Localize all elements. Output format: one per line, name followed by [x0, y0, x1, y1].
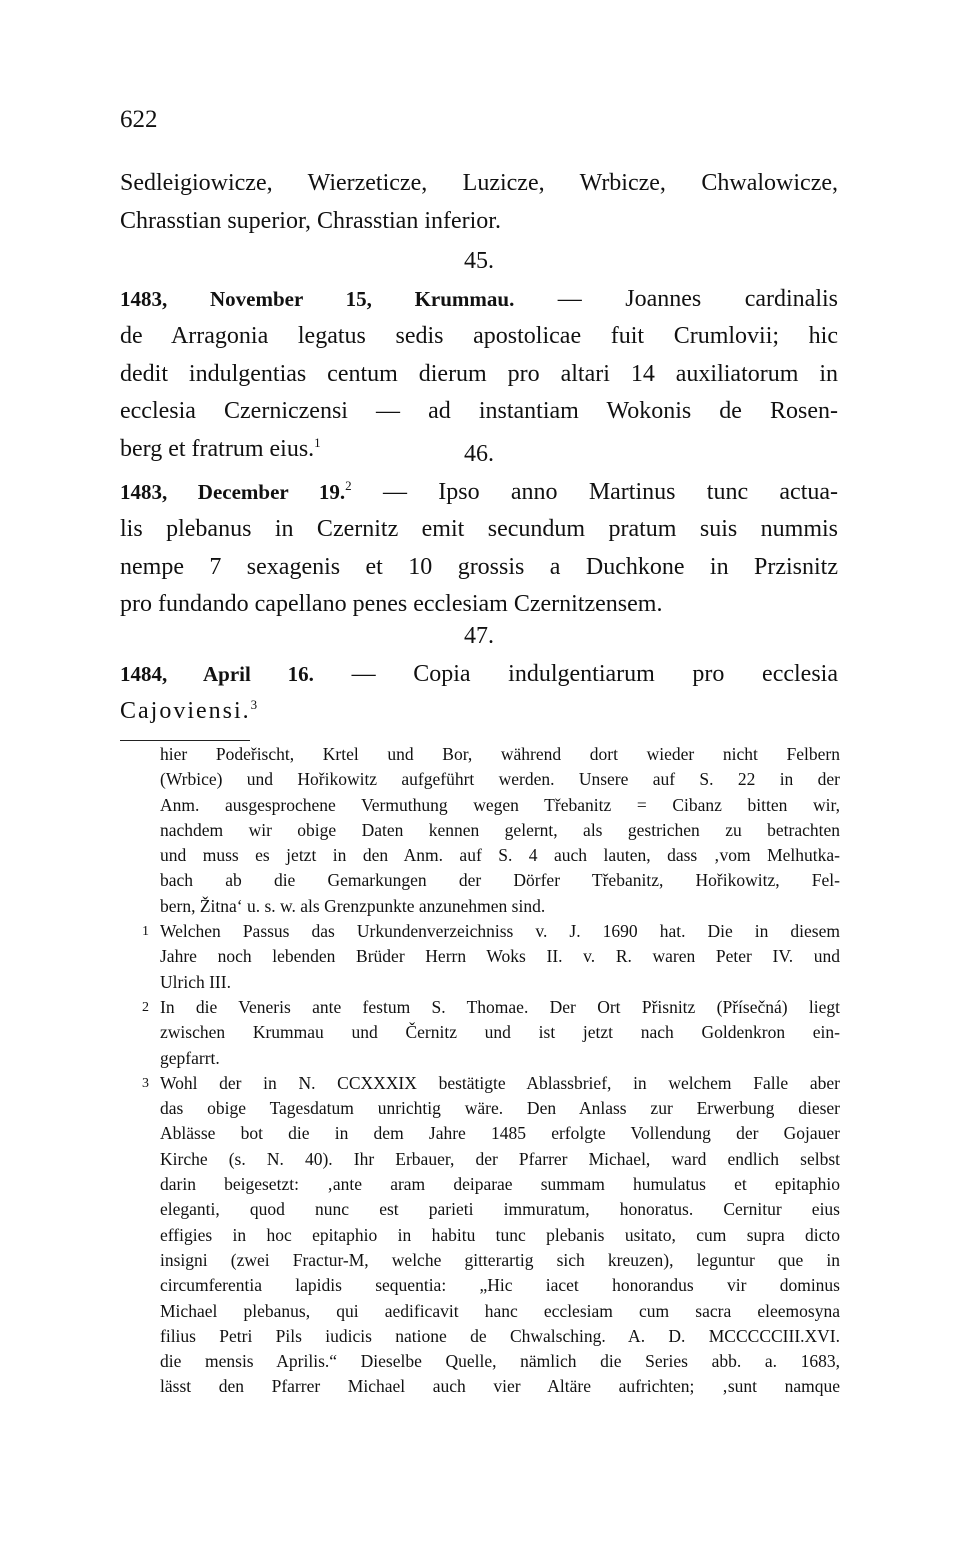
- document-47: [120, 618, 838, 731]
- document-line: 1483, December 19.$^2$ — Ipso anno Martinus tunc actua-: [120, 477, 838, 505]
- document-45: [120, 243, 838, 468]
- document-number: 46.: [464, 441, 494, 467]
- document-46: [120, 436, 838, 624]
- page-number: 622: [120, 106, 158, 133]
- document-line: ecclesia Czerniczensi — ad instantiam Wokonis de Rosen-: [120, 398, 838, 424]
- document-line: Cajoviensi.$^3$: [120, 697, 260, 724]
- document-date: 1483, December 19.: [120, 479, 346, 504]
- document-number: 47.: [464, 623, 494, 649]
- document-number: 45.: [464, 248, 494, 274]
- footnote-continuation: hier Podeřischt, Krtel und Bor, während dort wieder nicht Felbern (Wrbice) und Hořikowitz aufgeführt werden. Unsere auf S. 22 in der Anm. ausgesprochene Vermuthung wegen Třebanitz = Cibanz bitten wir, nachdem wir obige Daten kennen gelernt, als gestrichen zu betrachten und muss es jetzt in den Anm. auf S. 4 auch lauten, dass ‚vom Melhutka- bach ab die Gemarkungen der Dörfer Třebanitz, Hořikowitz, Fel- bern, Žitna‘ u. s. w. als Grenzpunkte anzunehmen sind.: [160, 744, 840, 916]
- document-date: 1484, April 16.: [120, 661, 314, 686]
- document-line: pro fundando capellano penes ecclesiam Czernitzensem.: [120, 591, 663, 617]
- footnote-2: 2 In die Veneris ante festum S. Thomae. Der Ort Přisnitz (Přísečná) liegt zwischen Krummau und Černitz und ist jetzt nach Goldenkron ein- gepfarrt.: [142, 996, 840, 1068]
- document-line: dedit indulgentias centum dierum pro altari 14 auxiliatorum in: [120, 360, 838, 387]
- intro-text: [120, 165, 838, 240]
- document-date: 1483, November 15, Krummau.: [120, 286, 515, 311]
- document-line: lis plebanus in Czernitz emit secundum pratum suis nummis: [120, 516, 838, 542]
- footnote-3: 3 Wohl der in N. CCXXXIX bestätigte Ablassbrief, in welchem Falle aber das obige Tagesdatum unrichtig wäre. Den Anlass zur Erwerbung dieser Ablässe bot die in dem Jahre 1485 erfolgte Vollendung der Gojauer Kirche (s. N. 40). Ihr Erbauer, der Pfarrer Michael, ward endlich selbst darin beigesetzt: ‚ante aram deiparae summam humulatus et epitaphio eleganti, quod nunc est parieti immuratum, honoratus. Cernitur eius effigies in hoc epitaphio in habitu tunc plebanis usitato, cum supra dicto insigni (zwei Fractur-M, welche gitterartig sich kreuzen), leguntur que in circumferentia lapidis sequentia: „Hic iacet honorandus vir dominus Michael plebanus, qui aedificavit hanc ecclesiam cum sacra eleemosyna filius Petri Pils iudicis natione de Chwalsching. A. D. MCCCCCIII.XVI. die mensis Aprilis.“ Dieselbe Quelle, nämlich die Series abb. a. 1683, lässt den Pfarrer Michael auch vier Altäre aufrichten; ‚sunt namque: [142, 1072, 840, 1397]
- footnote-1: 1 Welchen Passus das Urkundenverzeichniss v. J. 1690 hat. Die in diesem Jahre noch lebenden Brüder Herrn Woks II. v. R. waren Peter IV. und Ulrich III.: [142, 921, 840, 992]
- document-line: de Arragonia legatus sedis apostolicae fuit Crumlovii; hic: [120, 323, 838, 349]
- document-line: 1484, April 16. — Copia indulgentiarum pro ecclesia: [120, 660, 838, 687]
- intro-line: Chrasstian superior, Chrasstian inferior.: [120, 207, 501, 234]
- footnote-ref: 3: [250, 697, 260, 712]
- footnotes: [120, 742, 840, 1400]
- footnote-marker: 1: [142, 924, 149, 940]
- footnote-marker: 2: [142, 999, 149, 1015]
- intro-line: Sedleigiowicze, Wierzeticze, Luzicze, Wrbicze, Chwalowicze,: [120, 170, 838, 196]
- footnote-divider: [120, 740, 250, 741]
- footnote-marker: 3: [142, 1075, 149, 1091]
- footnote-ref: 2: [345, 477, 352, 493]
- document-line: berg et fratrum eius.$^1$: [120, 434, 321, 462]
- document-line: 1483, November 15, Krummau. — Joannes cardinalis: [120, 285, 839, 312]
- document-line: nempe 7 sexagenis et 10 grossis a Duchkone in Przisnitz: [120, 553, 838, 580]
- footnote-ref: 1: [314, 434, 321, 450]
